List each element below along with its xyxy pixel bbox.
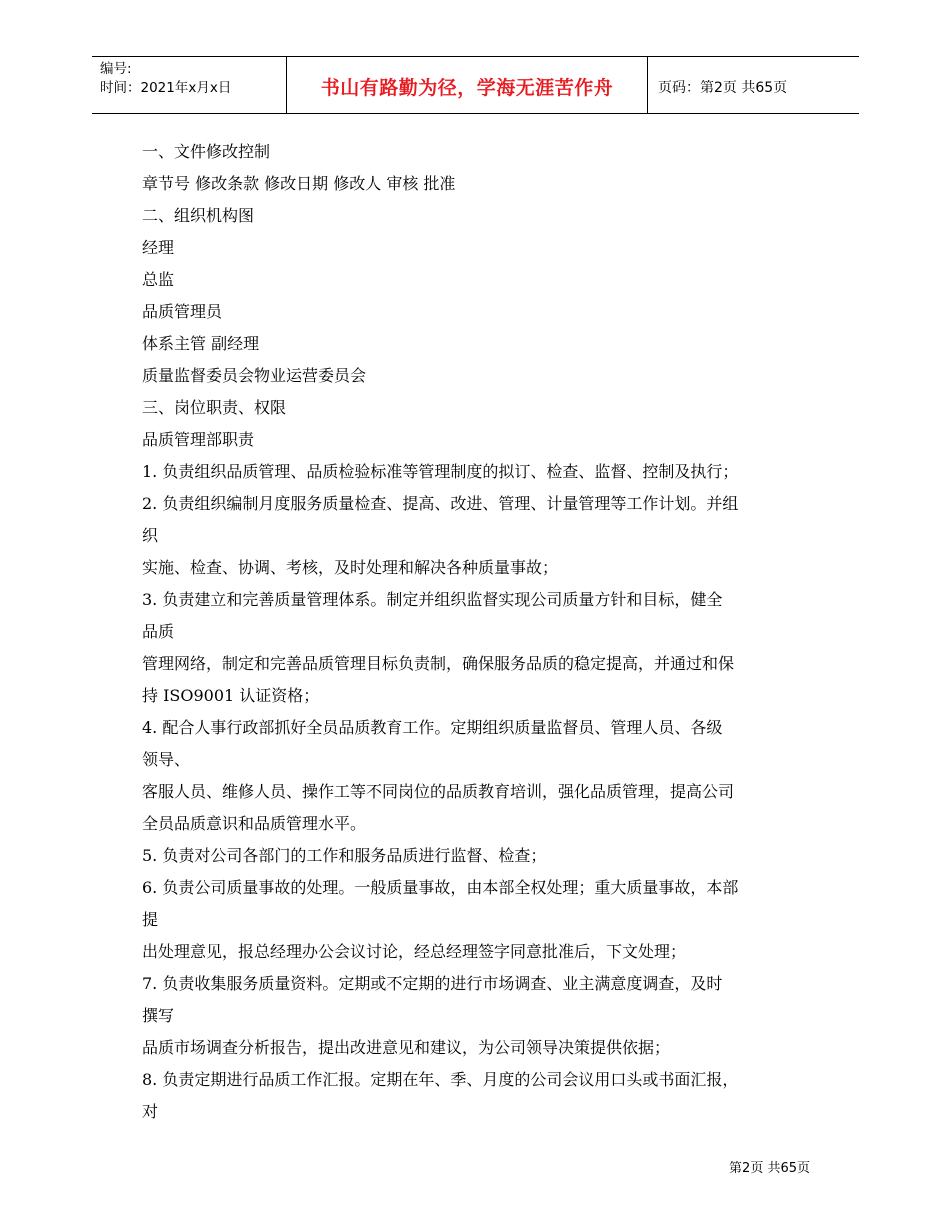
text-line: 7. 负责收集服务质量资料。定期或不定期的进行市场调查、业主满意度调查，及时 (142, 974, 723, 993)
text-line: 经理 (142, 238, 175, 257)
text-line: 提 (142, 910, 159, 929)
text-line: 6. 负责公司质量事故的处理。一般质量事故，由本部全权处理；重大质量事故，本部 (142, 878, 739, 897)
text-line: 管理网络，制定和完善品质管理目标负责制，确保服务品质的稳定提高，并通过和保 (142, 654, 735, 673)
text-line: 一、文件修改控制 (142, 142, 271, 161)
text-line: 1. 负责组织品质管理、品质检验标准等管理制度的拟订、检查、监督、控制及执行； (142, 462, 739, 481)
text-line: 织 (142, 526, 159, 545)
page-header (92, 56, 859, 114)
text-line: 5. 负责对公司各部门的工作和服务品质进行监督、检查； (142, 846, 547, 865)
text-line: 三、岗位职责、权限 (142, 398, 287, 417)
text-line: 客服人员、维修人员、操作工等不同岗位的品质教育培训，强化品质管理，提高公司 (142, 782, 735, 801)
document-body (142, 136, 822, 1128)
header-divider (647, 57, 648, 114)
text-line: 领导、 (142, 750, 191, 769)
text-line: 质量监督委员会物业运营委员会 (142, 366, 367, 385)
text-line: 撰写 (142, 1006, 175, 1025)
text-line: 2. 负责组织编制月度服务质量检查、提高、改进、管理、计量管理等工作计划。并组 (142, 494, 739, 513)
document-number-label: 编号: (100, 61, 132, 77)
text-line: 品质管理部职责 (142, 430, 255, 449)
text-line: 3. 负责建立和完善质量管理体系。制定并组织监督实现公司质量方针和目标，健全 (142, 590, 723, 609)
text-line: 品质管理员 (142, 302, 223, 321)
text-line: 持 ISO9001 认证资格； (142, 686, 320, 705)
text-line: 章节号 修改条款 修改日期 修改人 审核 批准 (142, 174, 456, 193)
header-page-number: 页码：第2页 共65页 (658, 80, 788, 96)
text-line: 总监 (142, 270, 175, 289)
text-line: 全员品质意识和品质管理水平。 (142, 814, 367, 833)
text-line: 4. 配合人事行政部抓好全员品质教育工作。定期组织质量监督员、管理人员、各级 (142, 718, 723, 737)
text-line: 8. 负责定期进行品质工作汇报。定期在年、季、月度的公司会议用口头或书面汇报， (142, 1070, 739, 1089)
text-line: 品质市场调查分析报告，提出改进意见和建议，为公司领导决策提供依据； (142, 1038, 671, 1057)
text-line: 体系主管 副经理 (142, 334, 260, 353)
header-motto: 书山有路勤为径，学海无涯苦作舟 (320, 77, 614, 99)
text-line: 出处理意见，报总经理办公会议讨论，经总经理签字同意批准后，下文处理； (142, 942, 687, 961)
text-line: 品质 (142, 622, 175, 641)
text-line: 实施、检查、协调、考核，及时处理和解决各种质量事故； (142, 558, 559, 577)
text-line: 二、组织机构图 (142, 206, 255, 225)
text-line: 对 (142, 1102, 159, 1121)
header-meta (100, 60, 231, 98)
document-time-label: 时间：2021年x月x日 (100, 80, 232, 96)
page-footer-number: 第2页 共65页 (729, 1161, 810, 1176)
